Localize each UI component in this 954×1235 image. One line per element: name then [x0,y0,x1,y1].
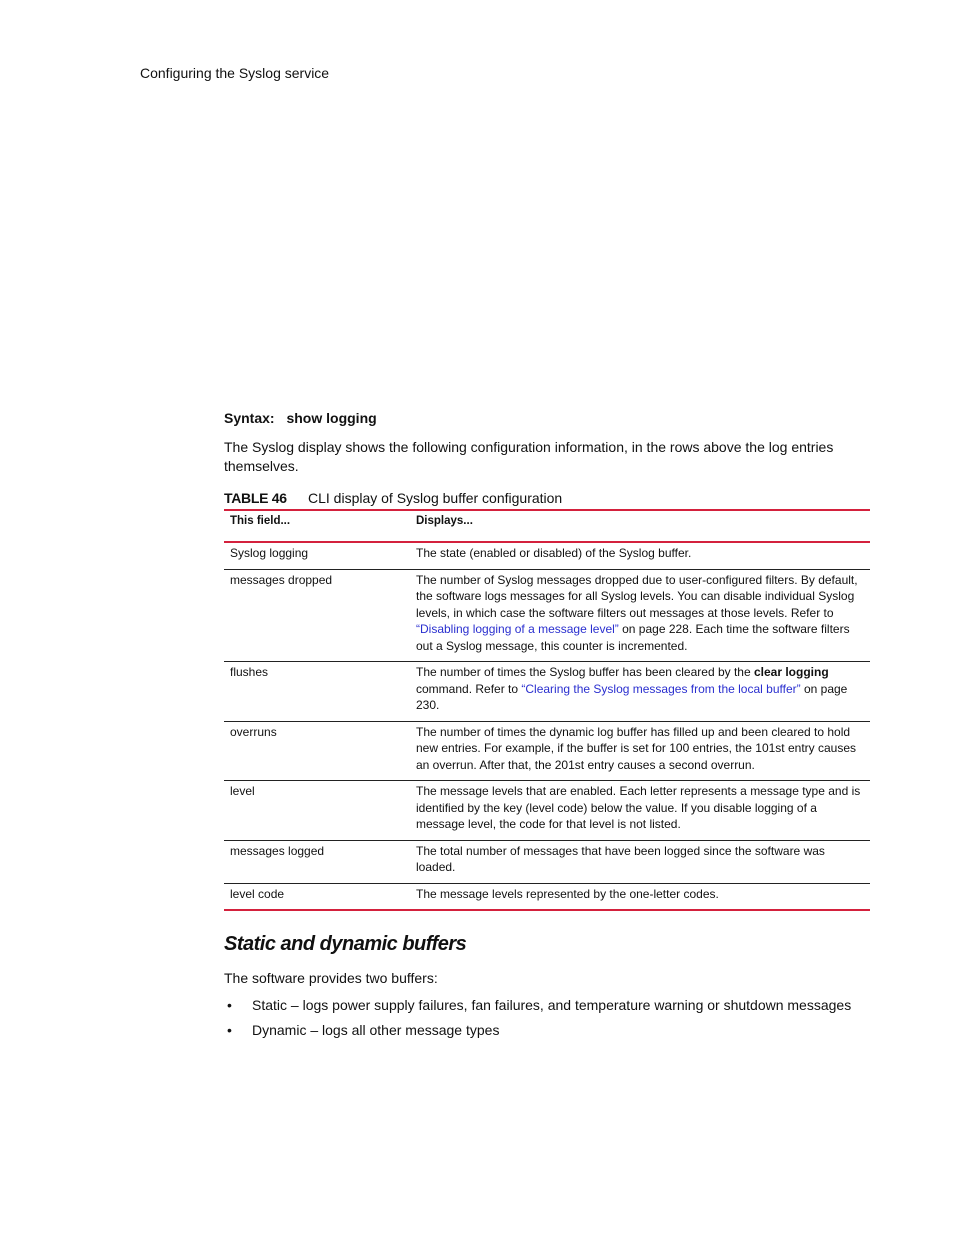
table-header-row [224,510,870,542]
row-description: The number of times the dynamic log buffer has filled up and been cleared to hold new entries. For example, if the buffer is set for 100 entries, the 101st entry causes an overrun. After that, the 201st entry causes a second overrun. [410,721,870,781]
table-row [224,662,870,722]
row-field: level code [224,883,410,910]
table-title: CLI display of Syslog buffer configuration [308,490,563,506]
table-row [224,542,870,569]
syntax-line [224,408,870,428]
row-description: The message levels that are enabled. Each letter represents a message type and is identified by the key (level code) below the value. If you disable logging of a message level, the code for that level is not listed. [410,781,870,841]
table-row [224,883,870,910]
row-field: messages logged [224,840,410,883]
bullet-icon: • [227,1022,232,1038]
syntax-keyword: Syntax: [224,410,275,426]
table-row [224,721,870,781]
row-field: flushes [224,662,410,722]
description-text: on page 228. Each time the software filters out a Syslog message, this counter is incremented. [416,622,850,653]
description-text: command. Refer to [416,681,522,696]
table-number: TABLE 46 [224,490,287,506]
list-item-text: Static – logs power supply failures, fan failures, and temperature warning or shutdown messages [252,997,852,1013]
inline-command: clear logging [753,665,829,679]
column-header-displays: Displays... [416,515,473,527]
list-item-text: Dynamic – logs all other message types [252,1022,500,1038]
bullet-icon: • [227,997,232,1013]
main-content [224,408,870,1046]
table-row [224,569,870,662]
description-text: The number of Syslog messages dropped due to user-configured filters. By default, the software logs messages for all Syslog levels. You can disable individual Syslog levels, in which case the software filters out messages at those levels. Refer to [416,572,858,620]
row-field: level [224,781,410,841]
list-item [224,996,870,1015]
cross-reference-link[interactable]: “Clearing the Syslog messages from the local buffer” [521,681,801,696]
column-header-field: This field... [230,515,291,527]
intro-paragraph: The Syslog display shows the following configuration information, in the rows above the log entries themselves. [224,439,834,474]
row-field: messages dropped [224,569,410,662]
row-description [410,569,870,662]
syslog-config-table [224,509,870,911]
row-description: The state (enabled or disabled) of the Syslog buffer. [410,542,870,569]
row-field: Syslog logging [224,542,410,569]
row-description [410,662,870,722]
row-description: The total number of messages that have been logged since the software was loaded. [410,840,870,883]
table-caption [224,487,870,509]
table-row [224,781,870,841]
description-text: The number of times the Syslog buffer has been cleared by the [416,665,754,679]
table-row [224,840,870,883]
section-intro: The software provides two buffers: [224,970,438,986]
row-field: overruns [224,721,410,781]
row-description: The message levels represented by the one-letter codes. [410,883,870,910]
buffer-list [224,996,870,1040]
list-item [224,1021,870,1040]
running-head: Configuring the Syslog service [140,65,330,81]
description-text: on page 230. [416,681,848,712]
section-heading: Static and dynamic buffers [224,933,467,955]
cross-reference-link[interactable]: “Disabling logging of a message level” [416,622,619,636]
syntax-command: show logging [286,410,377,426]
